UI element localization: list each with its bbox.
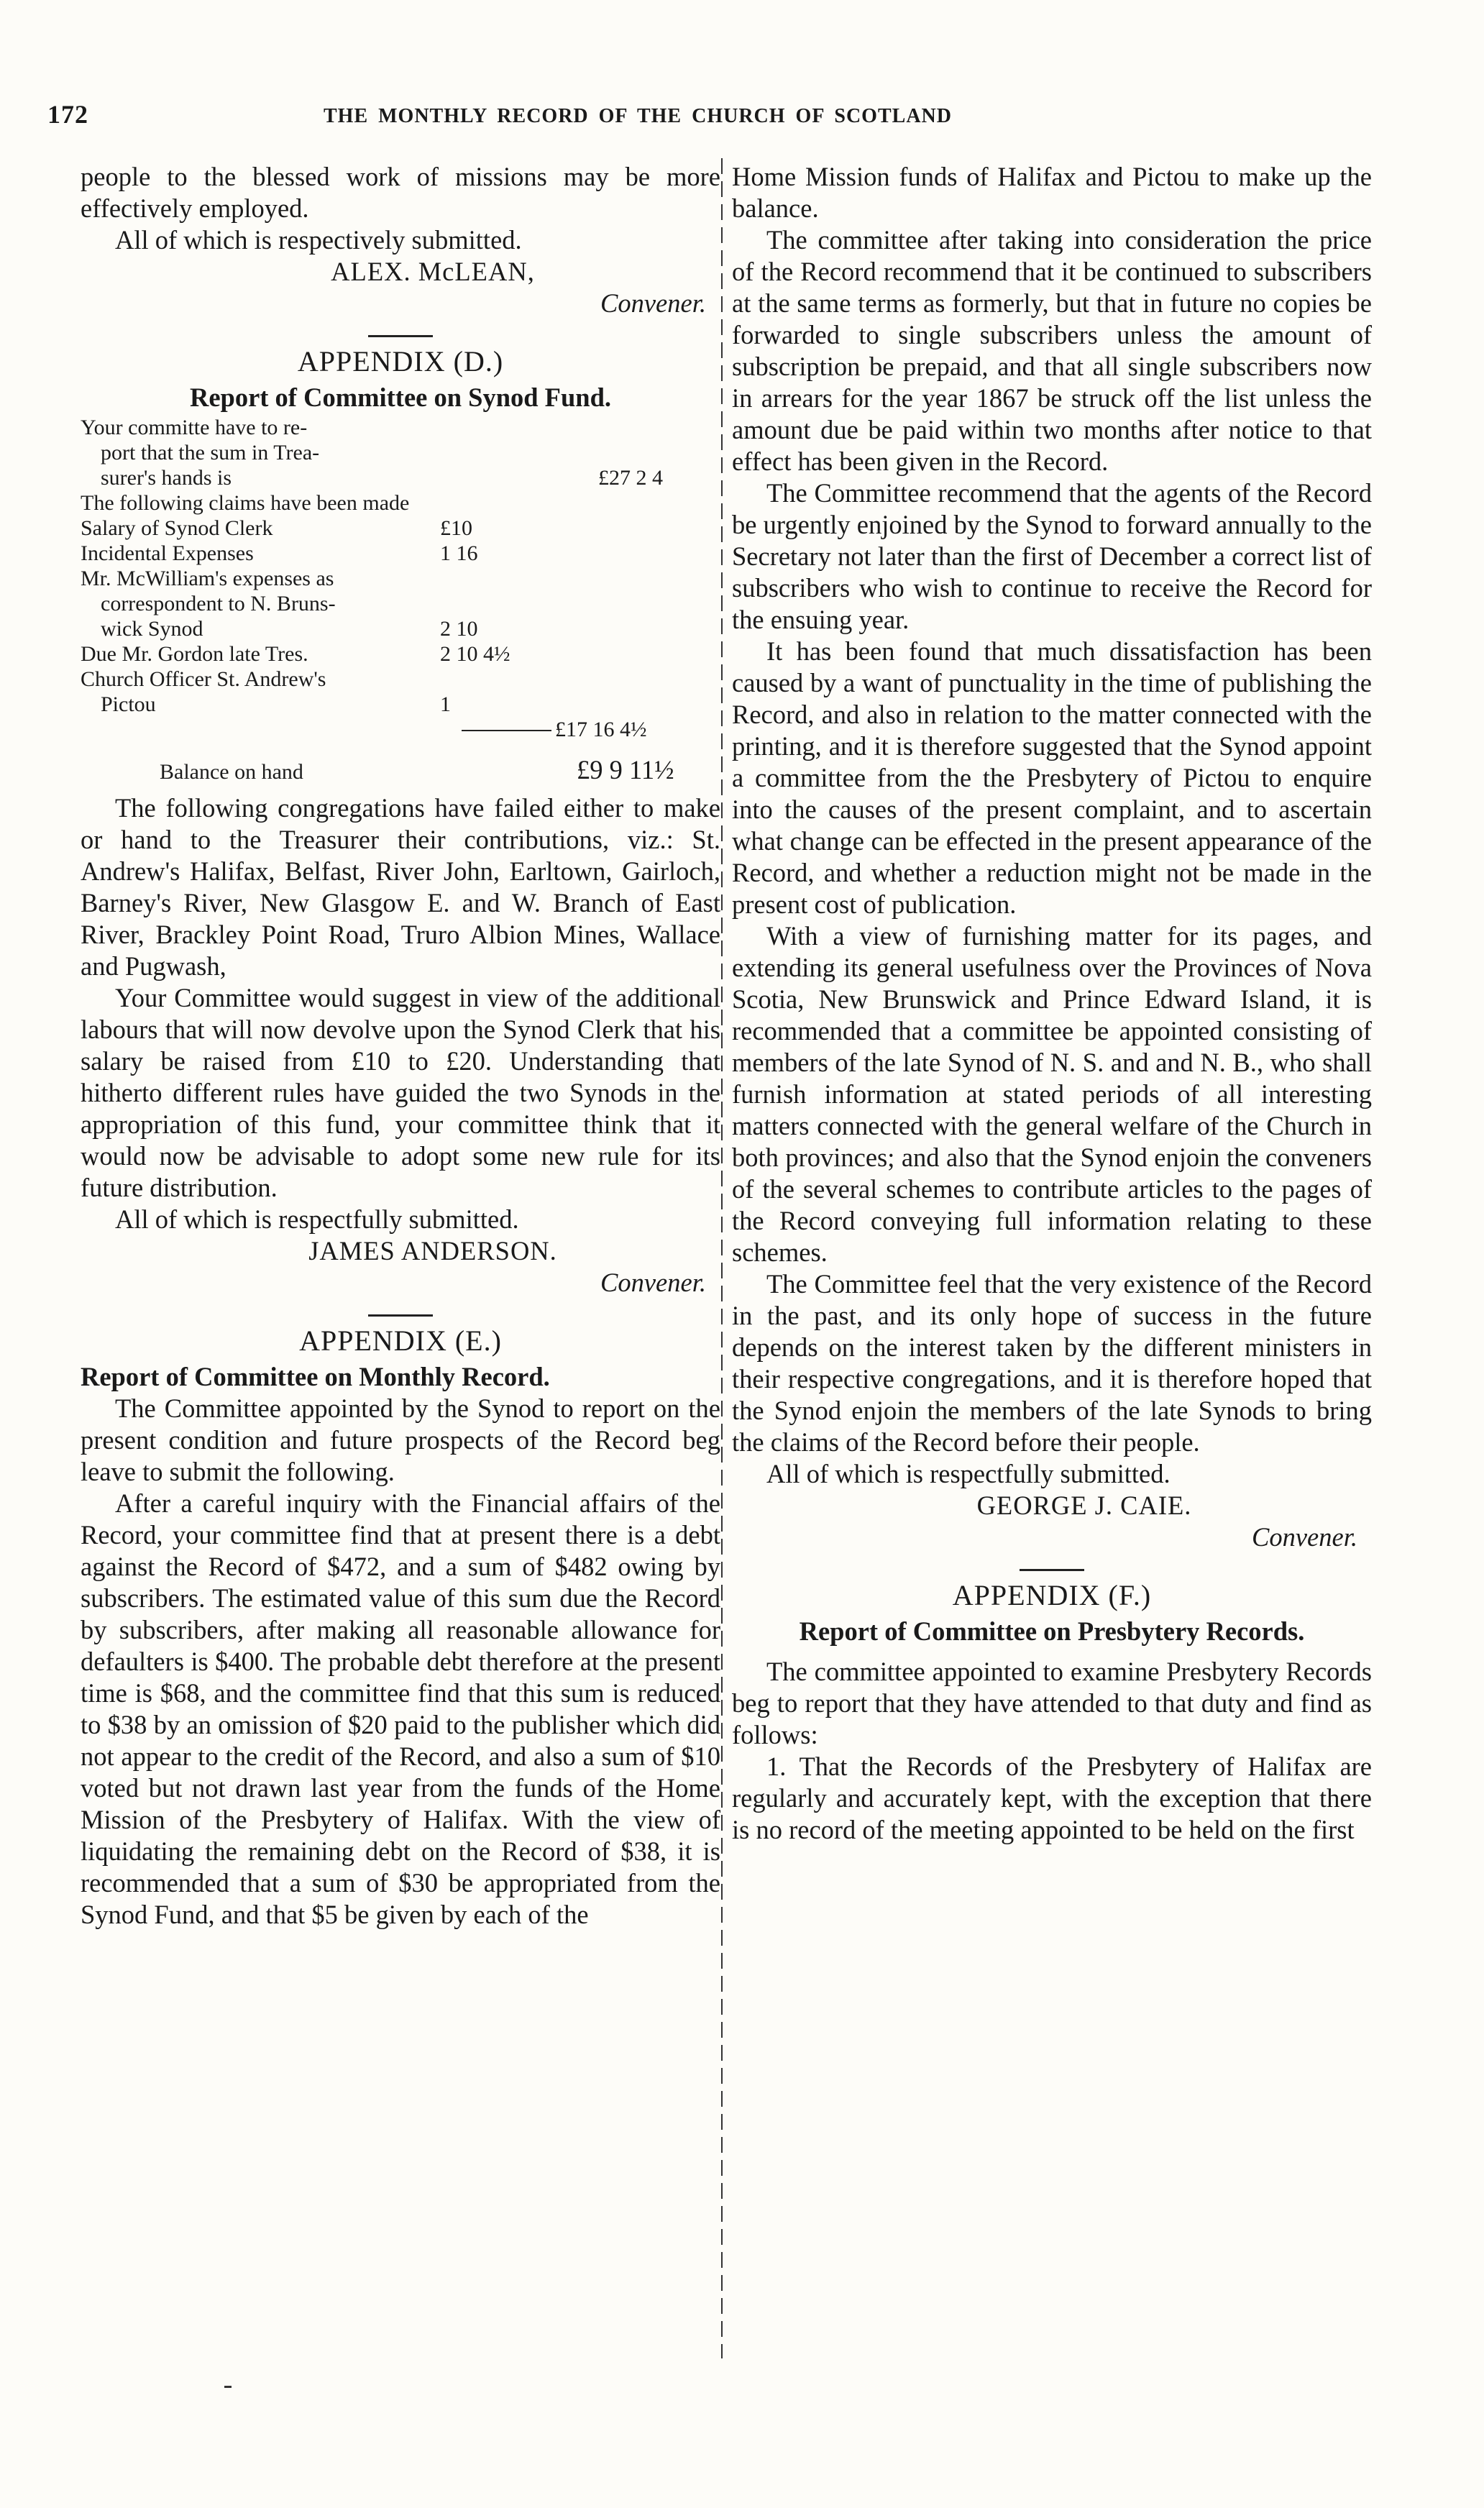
right-column — [732, 161, 1372, 1846]
paragraph: The committee appointed to examine Presbytery Records beg to report that they have attended to that duty and find as follows: — [732, 1657, 1372, 1749]
account-line: Due Mr. Gordon late Tres. 2 10 4½ — [81, 642, 510, 666]
convener-label: Convener. — [600, 288, 706, 318]
balance-amount: £9 9 11½ — [577, 755, 674, 784]
account-line: Incidental Expenses 1 16 — [81, 541, 478, 565]
section-rule — [368, 1314, 433, 1317]
paragraph: 1. That the Records of the Presbytery of Halifax are regularly and accurately kept, with the exception that there is no record of the meeting appointed to be held on the first — [732, 1752, 1372, 1844]
amount: 2 10 — [440, 617, 478, 641]
total-line — [81, 717, 720, 744]
balance-label: Balance on hand — [160, 760, 303, 784]
submitted-line: All of which is respectfully submitted. — [115, 1204, 519, 1234]
report-title: Report of Committee on Synod Fund. — [189, 383, 612, 412]
paragraph: After a careful inquiry with the Financial affairs of the Record, your committee find that at present there is a debt against the Record of $472, and a sum of $482 owing by subscribers. The estimated value of this sum due the Record by subscribers, after making all reasonable allowance for defaulters is $400. The probable debt therefore at the present time is $68, and the committee find that this sum is reduced to $38 by an omission of $20 paid to the publisher which did not appear to the credit of the Record, and also a sum of $10 voted but not drawn last year from the funds of the Home Mission of the Presbytery of Halifax. With the view of liquidating the remaining debt on the Record of $38, it is recommended that a sum of $30 be appropriated from the Synod Fund, and that $5 be given by each of the — [81, 1488, 720, 1929]
paragraph: The Committee feel that the very existence of the Record in the past, and its only hope of success in the future depends on the interest taken by the different ministers in their respective congregations, and it is therefore hoped that the Synod enjoin the members of the late Synods to bring the claims of the Record before their people. — [732, 1269, 1372, 1457]
paragraph: Your Committee would suggest in view of the additional labours that will now devolve upon the Synod Clerk that his salary be raised from £10 to £20. Understanding that hitherto different rules have guided the two Synods in the appropriation of this fund, your committee think that it would now be advisable to adopt some new rule for its future distribution. — [81, 983, 720, 1202]
balance-line — [81, 754, 720, 788]
report-title: Report of Committee on Monthly Record. — [81, 1362, 550, 1391]
total-rule — [462, 730, 551, 731]
synod-fund-account — [81, 415, 720, 744]
submitted-line: All of which is respectively submitted. — [115, 225, 522, 255]
signature: JAMES ANDERSON. — [308, 1236, 557, 1266]
page-number: 172 — [47, 100, 88, 129]
convener-label: Convener. — [1252, 1522, 1357, 1552]
paragraph: The following congregations have failed either to make or hand to the Treasurer their contributions, viz.: St. Andrew's Halifax, Belfast, River John, Earltown, Gairloch, Barney's River, New Glasgow E. and W. Branch of East River, Brackley Point Road, Truro Albion Mines, Wallace and Pugwash, — [81, 793, 720, 981]
convener-label: Convener. — [600, 1268, 706, 1297]
report-title: Report of Committee on Presbytery Records. — [799, 1616, 1305, 1646]
account-line: wick Synod 2 10 — [101, 617, 478, 641]
appendix-heading: APPENDIX (D.) — [297, 345, 504, 377]
page-header — [43, 99, 1441, 134]
account-line: surer's hands is £27 2 4 — [101, 466, 663, 490]
account-line: correspondent to N. Bruns- — [101, 592, 336, 615]
paragraph: The committee after taking into consideration the price of the Record recommend that it be continued to subscribers at the same terms as formerly, but that in future no copies be forwarded to single subscribers unless the amount of subscription be prepaid, and that all single subscribers now in arrears for the year 1867 be struck off the list unless the amount due be paid within two months after notice to that effect has been given in the Record. — [732, 225, 1372, 476]
amount: 2 10 4½ — [440, 642, 510, 666]
paragraph: It has been found that much dissatisfaction has been caused by a want of punctuality in the time of publishing the Record, and also in relation to the matter connected with the printing, and it is therefore suggested that the Synod appoint a committee from the the Presbytery of Pictou to enquire into the causes of the present complaint, and to ascertain what change can be effected in the present appearance of the Record, and whether a reduction might not be made in the present cost of publication. — [732, 636, 1372, 919]
paragraph: The Committee recommend that the agents of the Record be urgently enjoined by the Synod to forward annually to the Secretary not later than the first of December a correct list of subscribers who wish to continue to receive the Record for the ensuing year. — [732, 478, 1372, 634]
left-column — [81, 161, 720, 1931]
signature: ALEX. McLEAN, — [331, 257, 535, 286]
paragraph: The Committee appointed by the Synod to report on the present condition and future prospects of the Record beg leave to submit the following. — [81, 1393, 720, 1486]
amount: 1 — [440, 692, 451, 716]
paragraph: people to the blessed work of missions may be more effectively employed. — [81, 162, 720, 223]
account-line: Pictou 1 — [101, 692, 451, 716]
account-line: port that the sum in Trea- — [101, 441, 320, 464]
column-divider — [721, 158, 723, 2358]
section-rule — [368, 335, 433, 337]
running-title: THE MONTHLY RECORD OF THE CHURCH OF SCOTLAND — [324, 105, 952, 127]
signature: GEORGE J. CAIE. — [976, 1491, 1192, 1520]
account-line: Salary of Synod Clerk £10 — [81, 516, 472, 540]
submitted-line: All of which is respectfully submitted. — [766, 1459, 1171, 1488]
paragraph: Home Mission funds of Halifax and Pictou to make up the balance. — [732, 162, 1372, 223]
account-line: Church Officer St. Andrew's — [81, 667, 326, 691]
appendix-heading: APPENDIX (E.) — [299, 1324, 502, 1357]
account-line: Mr. McWilliam's expenses as — [81, 567, 334, 590]
account-line: The following claims have been made — [81, 491, 410, 515]
page-mark — [224, 2386, 232, 2388]
amount: 1 16 — [440, 541, 478, 565]
paragraph: With a view of furnishing matter for its pages, and extending its general usefulness over the Provinces of Nova Scotia, New Brunswick and Prince Edward Island, it is recommended that a committee be appointed consisting of members of the late Synod of N. S. and and N. B., who shall furnish information at stated periods of all interesting matters connected with the general welfare of the Church in both provinces; and also that the Synod enjoin the conveners of the several schemes to contribute articles to the pages of the Record conveying full information relating to these schemes. — [732, 921, 1372, 1267]
appendix-heading: APPENDIX (F.) — [952, 1579, 1152, 1611]
section-rule — [1020, 1569, 1084, 1571]
amount: £10 — [440, 516, 472, 540]
total-amount: £17 16 4½ — [555, 718, 647, 741]
account-line: Your committe have to re- — [81, 416, 308, 439]
amount: £27 2 4 — [598, 466, 663, 490]
